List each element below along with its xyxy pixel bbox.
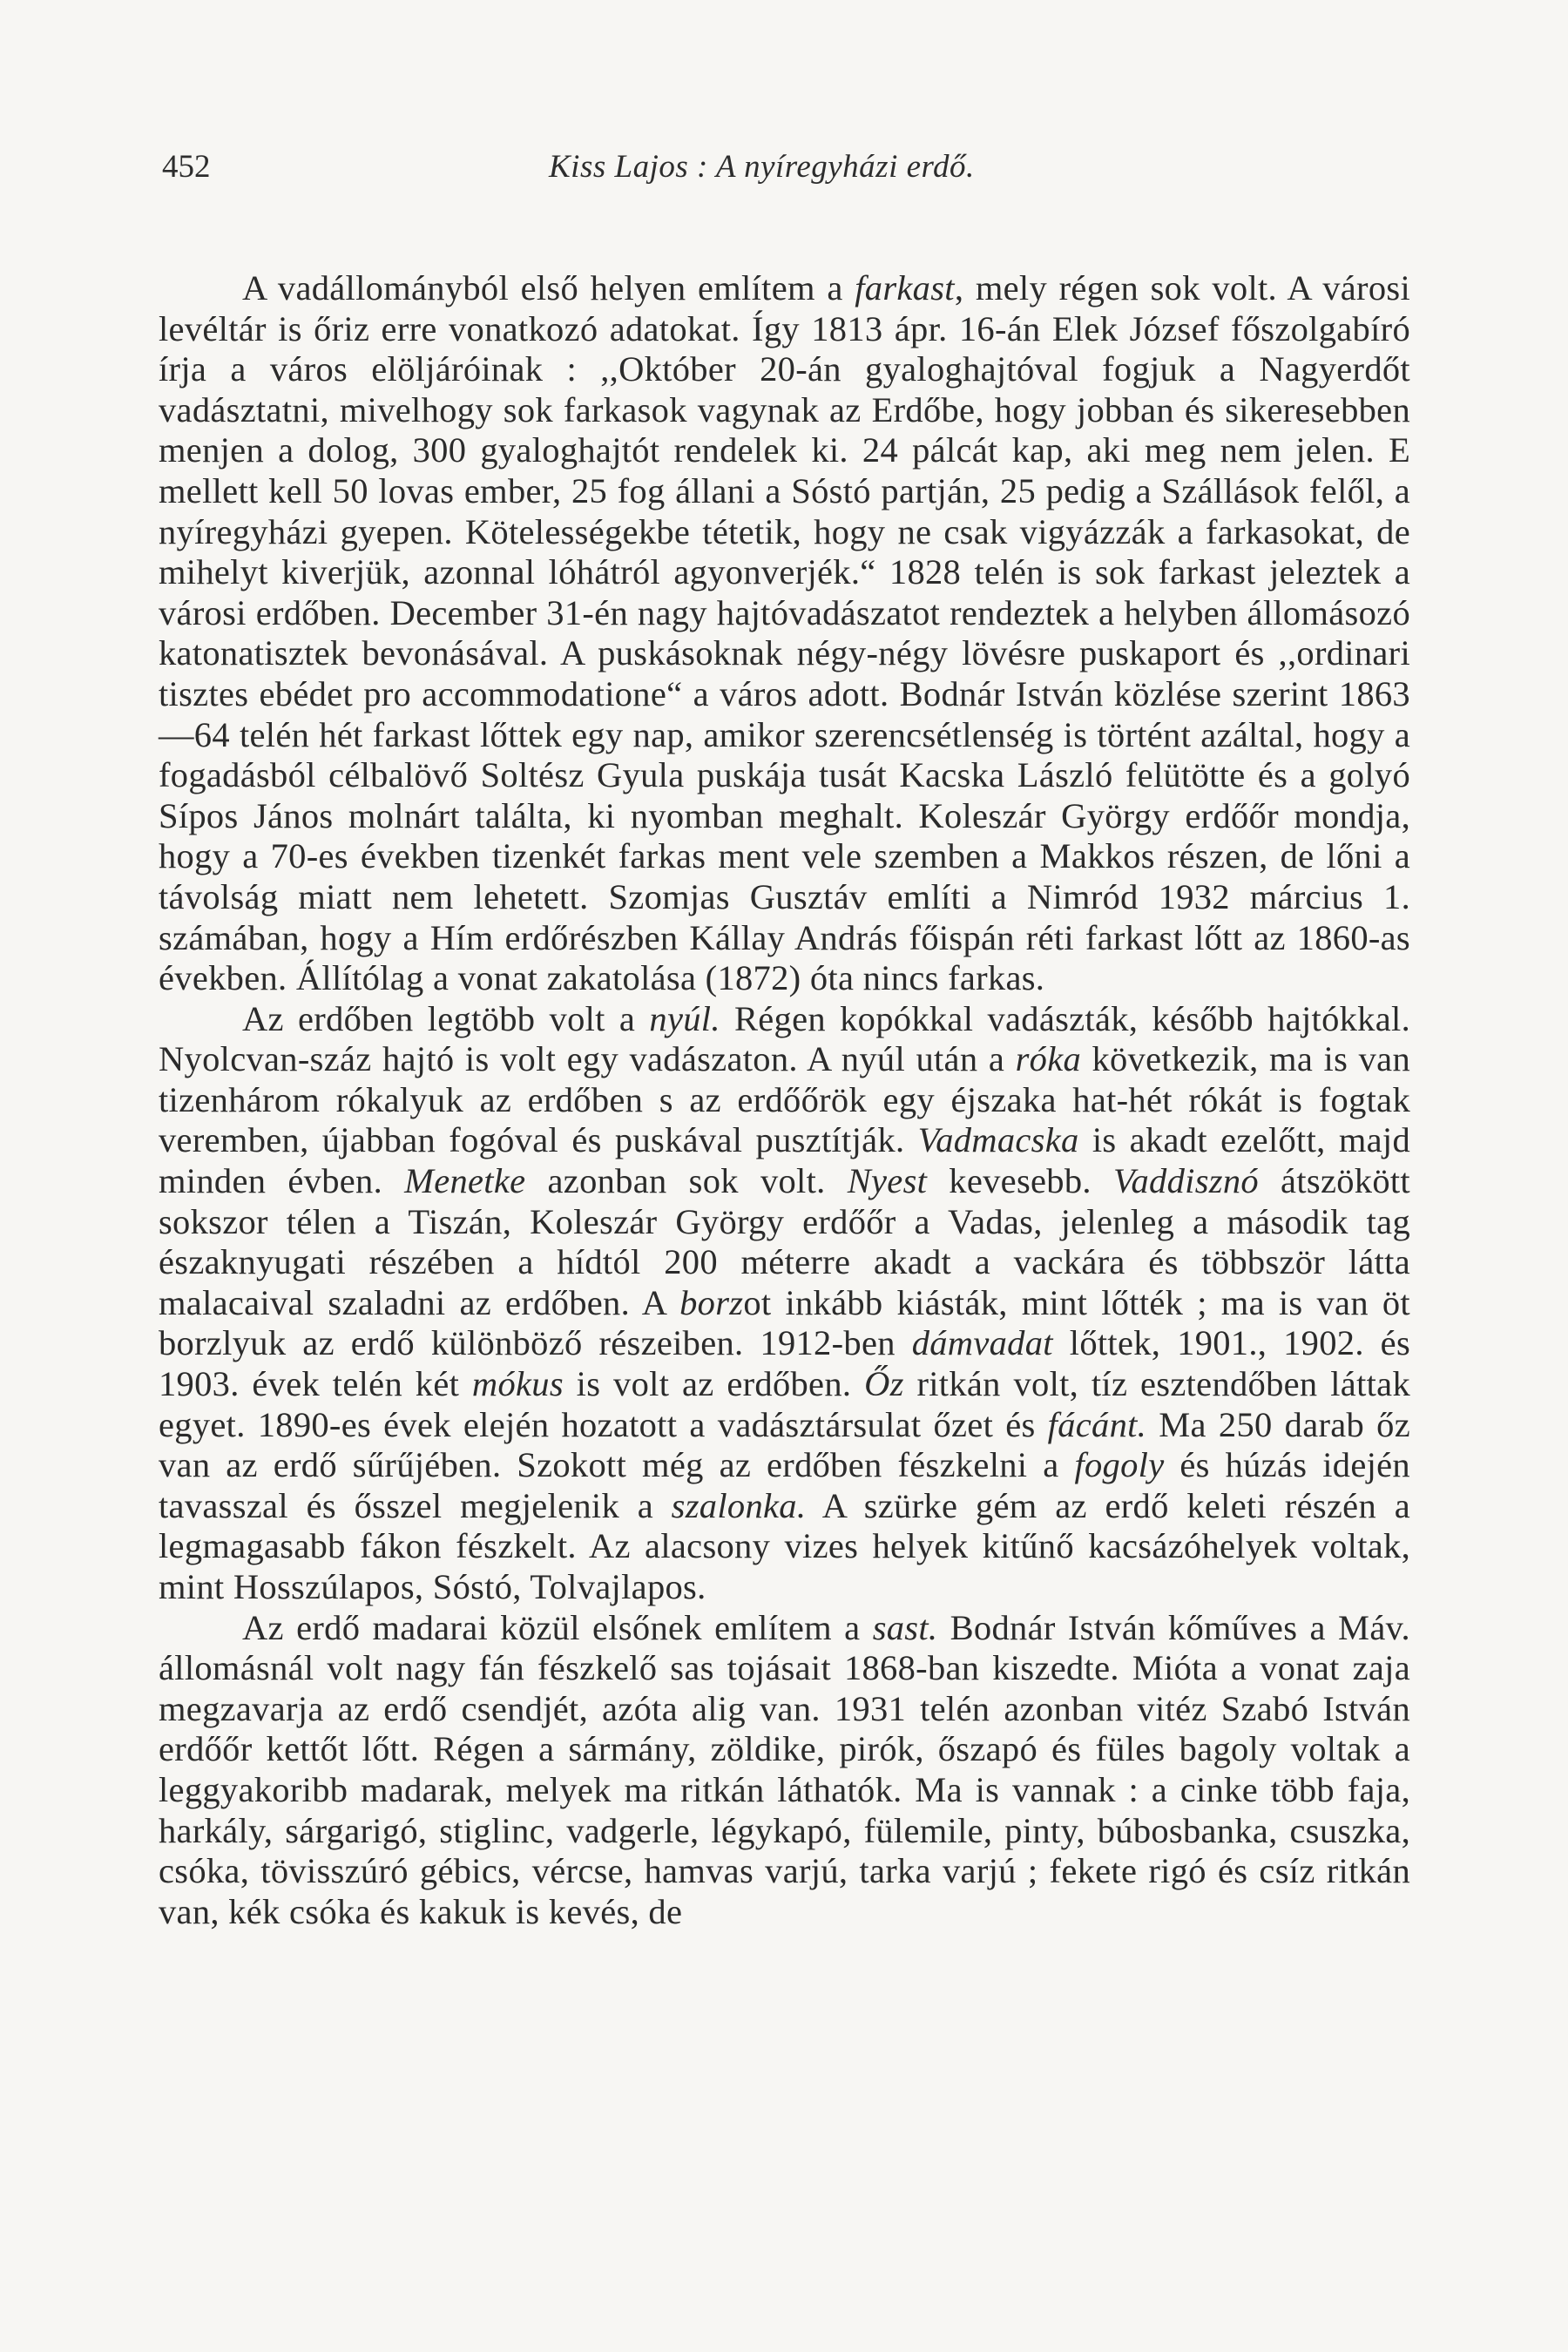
text-run: és húzás idején tavasszal és ősszel megjelenik a bbox=[159, 1445, 1410, 1525]
text-run: lőttek, 1901., 1902. és 1903. évek telén két bbox=[159, 1323, 1411, 1404]
body-text bbox=[159, 268, 1410, 1932]
text-run: Régen kopókkal vadászták, később hajtókkal. Nyolcvan-száz hajtó is volt egy vadászaton. A nyúl után a bbox=[159, 998, 1410, 1079]
emphasized-term: róka bbox=[1015, 1039, 1082, 1079]
emphasized-term: Menetke bbox=[404, 1161, 526, 1201]
page-header bbox=[162, 148, 1409, 192]
paragraph-birds bbox=[159, 1608, 1410, 1933]
running-title: Kiss Lajos : A nyíregyházi erdő. bbox=[549, 149, 975, 185]
text-run: is volt az erdőben. bbox=[563, 1364, 865, 1404]
emphasized-term: dámvadat bbox=[911, 1323, 1053, 1363]
emphasized-term: Nyest bbox=[847, 1161, 928, 1201]
text-run: Bodnár István kőműves a Máv. állomásnál volt nagy fán fészkelő sas tojásait 1868-ban kiszedte. Mióta a vonat zaja megzavarja az erdő csendjét, azóta alig van. 1931 telén azonban vitéz Szabó István erdőőr kettőt lőtt. Régen a sármány, zöldike, pirók, őszapó és füles bagoly voltak a leggyakoribb madarak, melyek ma ritkán láthatók. Ma is vannak : a cinke több faja, harkály, sárgarigó, stiglinc, vadgerle, légykapó, fülemile, pinty, búbosbanka, csuszka, csóka, tövisszúró gébics, vércse, hamvas varjú, tarka varjú ; fekete rigó és csíz ritkán van, kék csóka és kakuk is kevés, de bbox=[159, 1607, 1410, 1931]
emphasized-term: Vaddisznó bbox=[1112, 1161, 1259, 1201]
emphasized-term: farkast bbox=[855, 268, 955, 308]
emphasized-term: szalonka. bbox=[671, 1485, 807, 1525]
text-run: is akadt ezelőtt, majd minden évben. bbox=[159, 1120, 1410, 1201]
text-run: Az erdőben legtöbb volt a bbox=[242, 998, 650, 1038]
paragraph-mammals bbox=[159, 999, 1410, 1608]
text-run: A vadállományból első helyen említem a bbox=[242, 268, 855, 308]
text-run: ot inkább kiásták, mint lőtték ; ma is van öt borzlyuk az erdő különböző részeiben. 1912-ben bbox=[159, 1282, 1410, 1363]
emphasized-term: Őz bbox=[864, 1364, 904, 1404]
emphasized-term: sast. bbox=[872, 1607, 938, 1647]
emphasized-term: fogoly bbox=[1074, 1445, 1165, 1485]
text-run: ritkán volt, tíz esztendőben láttak egyet. 1890-es évek elején hozatott a vadásztársulat őzet és bbox=[159, 1364, 1410, 1444]
paragraph-wolves bbox=[159, 268, 1410, 999]
text-run: A szürke gém az erdő keleti részén a legmagasabb fákon fészkelt. Az alacsony vizes helyek kitűnő kacsázóhelyek voltak, mint Hosszúlapos, Sóstó, Tolvajlapos. bbox=[159, 1485, 1410, 1606]
page-number: 452 bbox=[162, 149, 211, 185]
emphasized-term: mókus bbox=[471, 1364, 564, 1404]
emphasized-term: fácánt. bbox=[1047, 1404, 1147, 1444]
emphasized-term: Vadmacska bbox=[917, 1120, 1079, 1160]
emphasized-term: nyúl. bbox=[649, 998, 720, 1038]
emphasized-term: borz bbox=[679, 1282, 744, 1322]
text-run: átszökött sokszor télen a Tiszán, Koleszár György erdőőr a Vadas, jelenleg a második tag északnyugati részében a hídtól 200 méterre akadt a vackára és többször látta malacaival szaladni az erdőben. A bbox=[159, 1161, 1410, 1322]
text-run: Ma 250 darab őz van az erdő sűrűjében. Szokott még az erdőben fészkelni a bbox=[159, 1404, 1410, 1485]
text-run: , mely régen sok volt. A városi levéltár is őriz erre vonatkozó adatokat. Így 1813 ápr. 16-án Elek József főszolgabíró írja a város elöljáróinak : ,,Október 20-án gyaloghajtóval fogjuk a Nagyerdőt vadásztatni, mivelhogy sok farkasok vagynak az Erdőbe, hogy jobban és sikeresebben menjen a dolog, 300 gyaloghajtót rendelek ki. 24 pálcát kap, aki meg nem jelen. E mellett kell 50 lovas ember, 25 fog állani a Sóstó partján, 25 pedig a Szállások felől, a nyíregyházi gyepen. Kötelességekbe tétetik, hogy ne csak vigyázzák a farkasokat, de mihelyt kiverjük, azonnal lóhátról agyonverjék.“ 1828 telén is sok farkast jeleztek a városi erdőben. December 31-én nagy hajtóvadászatot rendeztek a helyben állomásozó katonatisztek bevonásával. A puskásoknak négy-négy lövésre puskaport és ,,ordinari tisztes ebédet pro accommodatione“ a város adott. Bodnár István közlése szerint 1863—64 telén hét farkast lőttek egy nap, amikor szerencsétlenség is történt azáltal, hogy a fogadásból célbalövő Soltész Gyula puskája tusát Kacska László felütötte és a golyó Sípos János molnárt találta, ki nyomban meghalt. Koleszár György erdőőr mondja, hogy a 70-es években tizenkét farkas ment vele szemben a Makkos részen, de lőni a távolság miatt nem lehetett. Szomjas Gusztáv említi a Nimród 1932 március 1. számában, hogy a Hím erdőrészben Kállay András főispán réti farkast lőtt az 1860-as években. Állítólag a vonat zakatolása (1872) óta nincs farkas. bbox=[159, 268, 1410, 998]
text-run: Az erdő madarai közül elsőnek említem a bbox=[242, 1607, 873, 1647]
text-run: következik, ma is van tizenhárom rókalyuk az erdőben s az erdőőrök egy éjszaka hat-hét rókát is fogtak veremben, újabban fogóval és puskával pusztítják. bbox=[159, 1039, 1411, 1160]
text-run: kevesebb. bbox=[927, 1161, 1113, 1201]
text-run: azonban sok volt. bbox=[525, 1161, 848, 1201]
